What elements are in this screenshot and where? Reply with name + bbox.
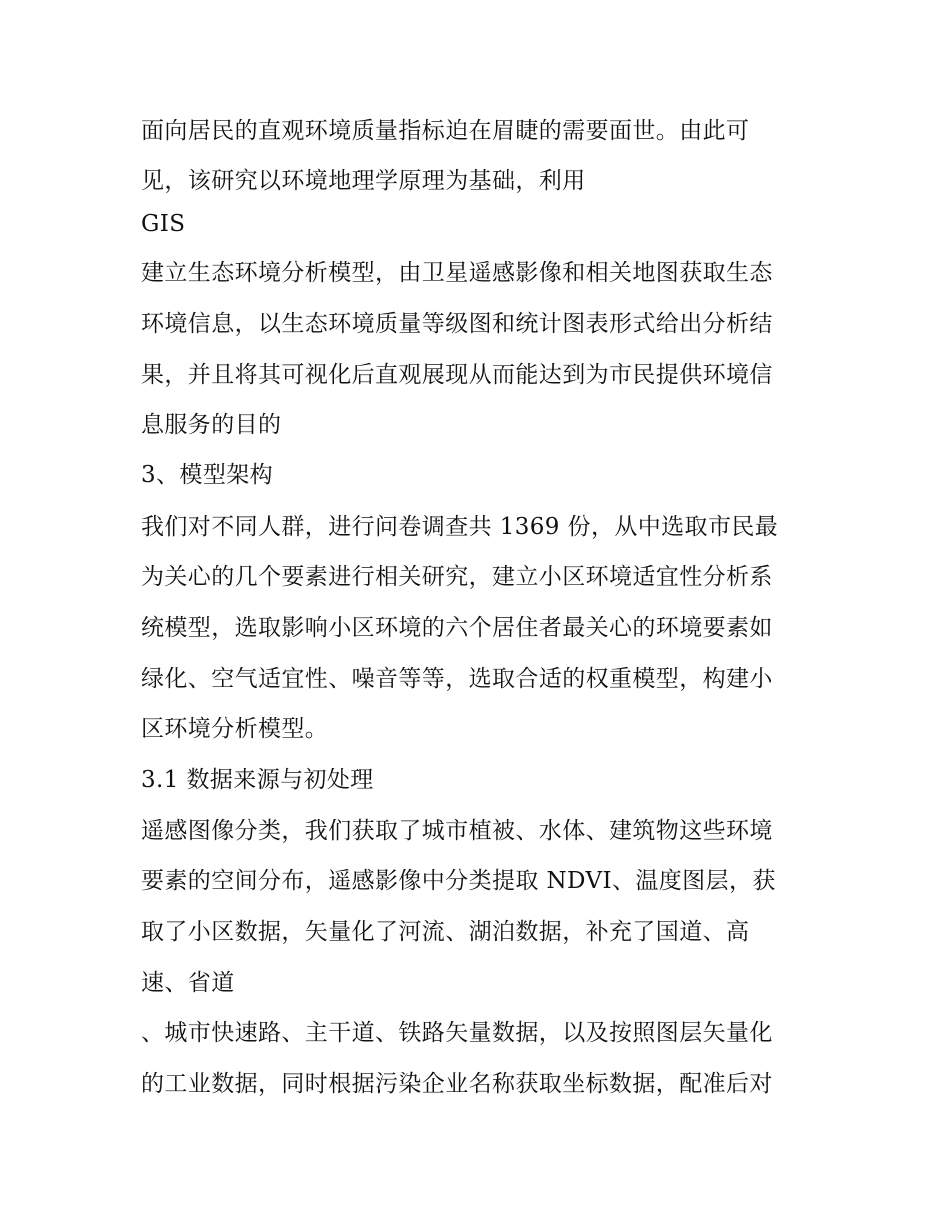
text-line: 绿化、空气适宜性、噪音等等，选取合适的权重模型，构建小 [141,666,773,692]
text-line: 我们对不同人群，进行问卷调查共 1369 份，从中选取市民最 [141,514,779,540]
text-line: 面向居民的直观环境质量指标迫在眉睫的需要面世。由此可 [141,118,750,144]
section-heading: 3、模型架构 [141,462,274,488]
text-line: GIS [141,211,186,237]
text-line: 统模型，选取影响小区环境的六个居住者最关心的环境要素如 [141,615,773,641]
text-line: 为关心的几个要素进行相关研究，建立小区环境适宜性分析系 [141,564,773,590]
text-line: 见，该研究以环境地理学原理为基础，利用 [141,168,586,194]
text-line: 要素的空间分布，遥感影像中分类提取 NDVI、温度图层，获 [141,868,776,894]
text-line: 取了小区数据，矢量化了河流、湖泊数据，补充了国道、高 [141,919,750,945]
text-line: 环境信息，以生态环境质量等级图和统计图表形式给出分析结 [141,311,773,337]
subsection-heading: 3.1 数据来源与初处理 [141,767,374,793]
text-line: 息服务的目的 [141,412,282,438]
text-line: 遥感图像分类，我们获取了城市植被、水体、建筑物这些环境 [141,818,773,844]
text-line: 建立生态环境分析模型，由卫星遥感影像和相关地图获取生态 [141,260,773,286]
text-line: 、城市快速路、主干道、铁路矢量数据，以及按照图层矢量化 [141,1020,773,1046]
text-line: 果，并且将其可视化后直观展现从而能达到为市民提供环境信 [141,362,773,388]
text-line: 区环境分析模型。 [141,716,329,742]
text-line: 的工业数据，同时根据污染企业名称获取坐标数据，配准后对 [141,1071,773,1097]
text-line: 速、省道 [141,970,235,996]
